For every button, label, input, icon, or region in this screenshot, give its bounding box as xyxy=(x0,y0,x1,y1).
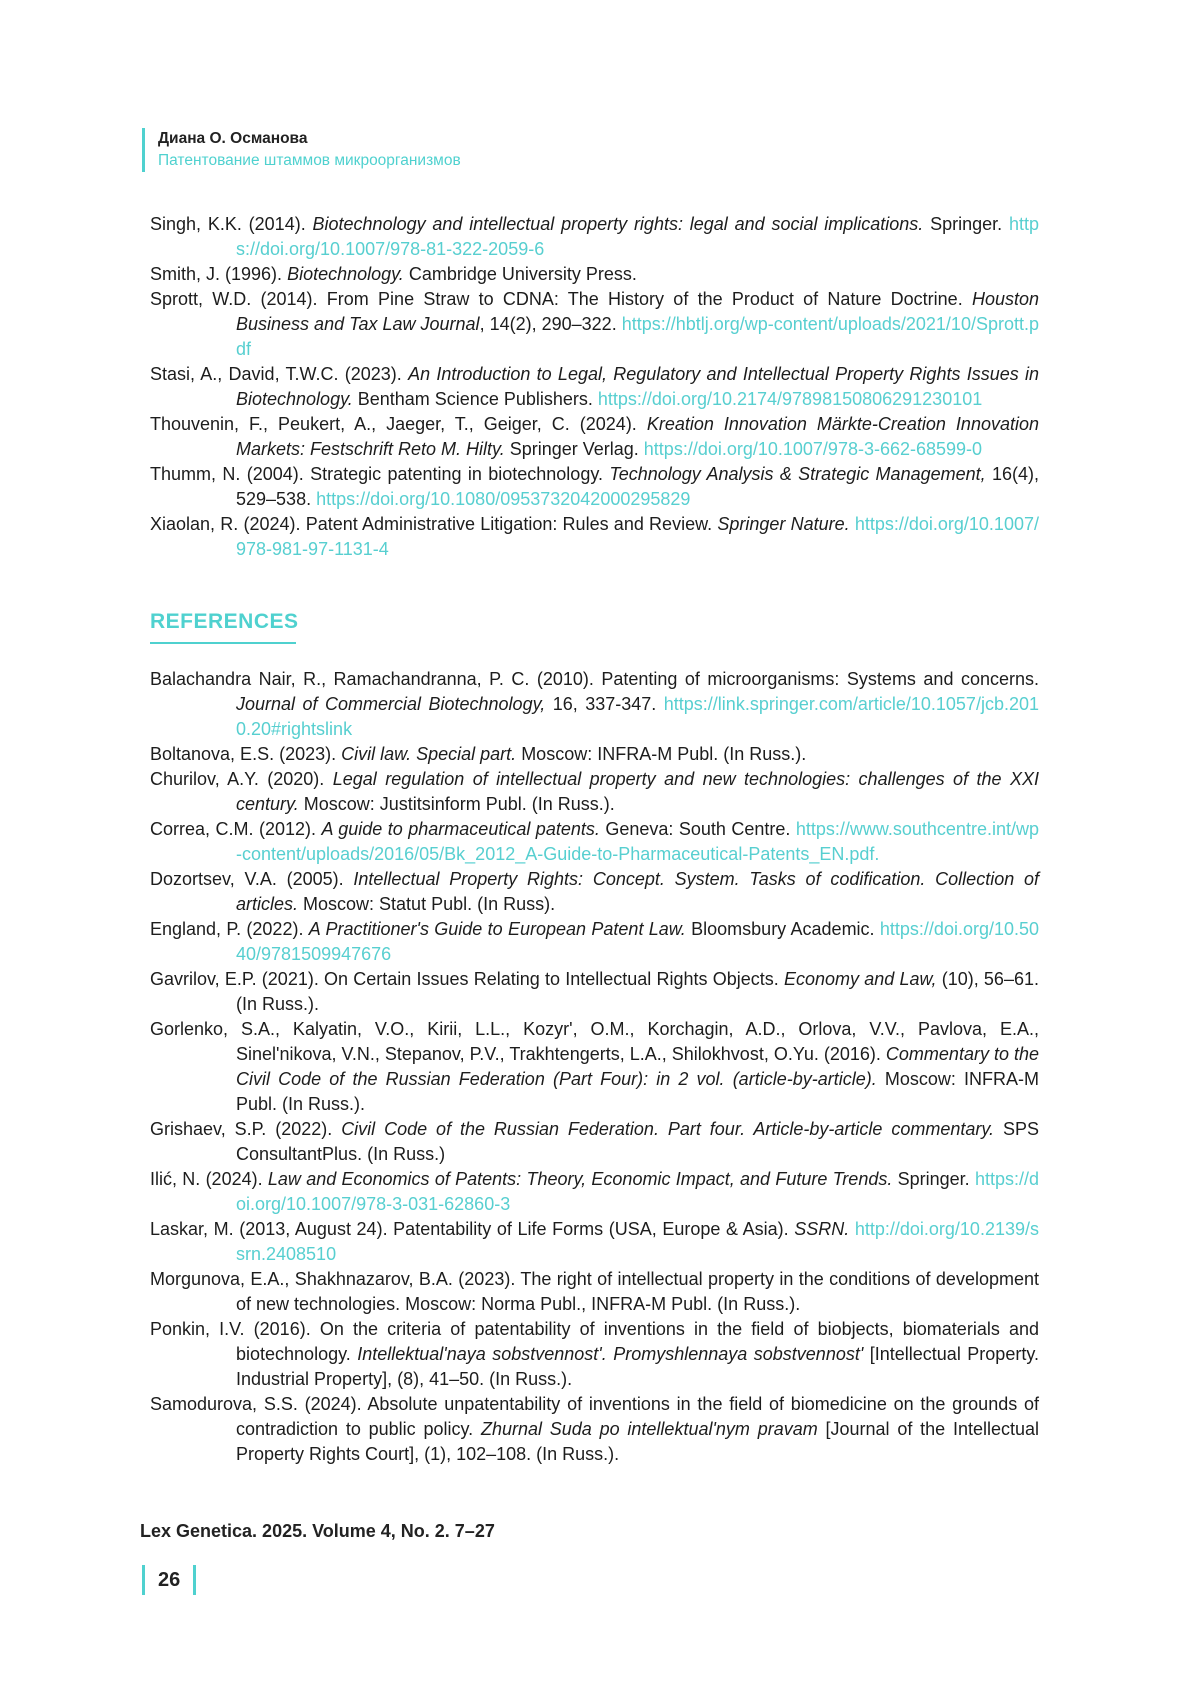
reference-text-tail: Cambridge University Press. xyxy=(403,264,637,284)
running-header xyxy=(142,128,461,172)
reference-entry xyxy=(150,867,1039,917)
reference-source-title: Kreation Innovation Märkte-Creation Innovation Markets: Festschrift Reto M. Hilty. xyxy=(236,414,1039,459)
reference-source-title: Economy and Law, xyxy=(783,969,937,989)
reference-link[interactable]: https://doi.org/10.1007/978-3-031-62860-3 xyxy=(236,1169,1040,1214)
header-article-title: Патентование штаммов микроорганизмов xyxy=(158,152,461,169)
reference-text-tail: 16, 337-347. xyxy=(545,694,664,714)
reference-source-title: An Introduction to Legal, Regulatory and Intellectual Property Rights Issues in Biotechnology. xyxy=(236,364,1040,409)
reference-link[interactable]: http://doi.org/10.2139/ssrn.2408510 xyxy=(236,1219,1039,1264)
reference-source-title: Springer Nature. xyxy=(717,514,850,534)
reference-text: Stasi, A., David, T.W.C. (2023). xyxy=(150,364,409,384)
reference-source-title: A Practitioner's Guide to European Patent Law. xyxy=(308,919,686,939)
reference-text: Samodurova, S.S. (2024). Absolute unpatentability of inventions in the field of biomedicine on the grounds of contradiction to public policy. xyxy=(150,1394,1039,1439)
reference-link[interactable]: https://link.springer.com/article/10.1057/jcb.2010.20#rightslink xyxy=(236,694,1039,739)
reference-text-tail: , 14(2), 290–322. xyxy=(479,314,622,334)
reference-entry xyxy=(150,917,1039,967)
reference-entry xyxy=(150,1117,1039,1167)
reference-text-tail: (10), 56–61. (In Russ.). xyxy=(236,969,1039,1014)
reference-entry xyxy=(150,967,1039,1017)
reference-source-title: Civil Code of the Russian Federation. Part four. Article-by-article commentary. xyxy=(341,1119,995,1139)
reference-entry xyxy=(150,287,1039,362)
references-list-continued xyxy=(150,212,1039,562)
reference-entry xyxy=(150,1217,1039,1267)
reference-text: Gorlenko, S.A., Kalyatin, V.O., Kirii, L.L., Kozyr', O.M., Korchagin, A.D., Orlova, V.V., Pavlova, E.A., Sinel'nikova, V.N., Stepanov, P.V., Trakhtengerts, L.A., Shilokhvost, O.Yu. (2016). xyxy=(150,1019,1039,1064)
reference-text: Correa, C.M. (2012). xyxy=(150,819,322,839)
reference-text-tail: Bloomsbury Academic. xyxy=(685,919,880,939)
reference-text-tail: Springer. xyxy=(923,214,1009,234)
reference-text: Boltanova, E.S. (2023). xyxy=(150,744,342,764)
reference-entry xyxy=(150,1317,1039,1392)
reference-source-title: Civil law. Special part. xyxy=(341,744,517,764)
references-list xyxy=(150,667,1039,1467)
reference-text-tail: Springer. xyxy=(892,1169,975,1189)
reference-text-tail: [Intellectual Property. Industrial Property], (8), 41–50. (In Russ.). xyxy=(236,1344,1039,1389)
reference-text-tail: [Journal of the Intellectual Property Rights Court], (1), 102–108. (In Russ.). xyxy=(236,1419,1039,1464)
reference-text: Singh, K.K. (2014). xyxy=(150,214,313,234)
reference-text: Morgunova, E.A., Shakhnazarov, B.A. (2023). The right of intellectual property in the conditions of development of new technologies. Moscow: Norma Publ., INFRA-M Publ. (In Russ.). xyxy=(150,1269,1039,1314)
reference-entry xyxy=(150,817,1039,867)
reference-link[interactable]: https://doi.org/10.2174/97898150806291230101 xyxy=(597,389,983,409)
reference-text-tail: Moscow: INFRA-M Publ. (In Russ.). xyxy=(516,744,807,764)
reference-entry xyxy=(150,362,1039,412)
reference-link[interactable]: https://doi.org/10.1007/978-981-97-1131-4 xyxy=(236,514,1039,559)
reference-text-tail: Springer Verlag. xyxy=(504,439,644,459)
reference-source-title: Journal of Commercial Biotechnology, xyxy=(236,694,546,714)
reference-entry xyxy=(150,212,1039,262)
reference-link[interactable]: https://doi.org/10.1080/0953732042000295829 xyxy=(316,489,691,509)
reference-entry xyxy=(150,262,1039,287)
reference-link[interactable]: https://doi.org/10.1007/978-81-322-2059-6 xyxy=(236,214,1040,259)
reference-text: Balachandra Nair, R., Ramachandranna, P. C. (2010). Patenting of microorganisms: Systems and concerns. xyxy=(150,669,1039,689)
reference-text: England, P. (2022). xyxy=(150,919,309,939)
reference-text-tail: Geneva: South Centre. xyxy=(599,819,796,839)
reference-source-title: Intellectual Property Rights: Concept. System. Tasks of codification. Collection of articles. xyxy=(236,869,1039,914)
reference-text: Ponkin, I.V. (2016). On the criteria of patentability of inventions in the field of biobjects, biomaterials and biotechnology. xyxy=(150,1319,1039,1364)
reference-entry xyxy=(150,462,1039,512)
reference-entry xyxy=(150,412,1039,462)
reference-entry xyxy=(150,1267,1039,1317)
reference-link[interactable]: https://doi.org/10.5040/9781509947676 xyxy=(236,919,1040,964)
reference-text: Dozortsev, V.A. (2005). xyxy=(150,869,354,889)
reference-text: Smith, J. (1996). xyxy=(150,264,288,284)
reference-entry xyxy=(150,1392,1039,1467)
reference-source-title: SSRN. xyxy=(794,1219,850,1239)
reference-source-title: Technology Analysis & Strategic Management, xyxy=(609,464,986,484)
reference-text: Ilić, N. (2024). xyxy=(150,1169,268,1189)
reference-link[interactable]: https://doi.org/10.1007/978-3-662-68599-0 xyxy=(643,439,983,459)
reference-entry xyxy=(150,512,1039,562)
reference-text: Thouvenin, F., Peukert, A., Jaeger, T., Geiger, C. (2024). xyxy=(150,414,647,434)
reference-link[interactable]: https://www.southcentre.int/wp-content/uploads/2016/05/Bk_2012_A-Guide-to-Pharmaceutical-Patents_EN.pdf. xyxy=(236,819,1039,864)
reference-entry xyxy=(150,742,1039,767)
reference-text: Gavrilov, E.P. (2021). On Certain Issues Relating to Intellectual Rights Objects. xyxy=(150,969,784,989)
reference-source-title: A guide to pharmaceutical patents. xyxy=(321,819,600,839)
reference-text-tail: Moscow: INFRA-M Publ. (In Russ.). xyxy=(236,1069,1039,1114)
reference-source-title: Commentary to the Civil Code of the Russian Federation (Part Four): in 2 vol. (article-by-article). xyxy=(236,1044,1040,1089)
reference-entry xyxy=(150,767,1039,817)
reference-text: Churilov, A.Y. (2020). xyxy=(150,769,333,789)
references-heading-underline xyxy=(150,642,296,644)
reference-text-tail: Bentham Science Publishers. xyxy=(352,389,598,409)
reference-source-title: Biotechnology. xyxy=(287,264,404,284)
reference-text-tail: SPS ConsultantPlus. (In Russ.) xyxy=(236,1119,1039,1164)
reference-text: Grishaev, S.P. (2022). xyxy=(150,1119,342,1139)
reference-source-title: Law and Economics of Patents: Theory, Economic Impact, and Future Trends. xyxy=(267,1169,893,1189)
header-author: Диана О. Османова xyxy=(158,130,308,147)
reference-entry xyxy=(150,1167,1039,1217)
reference-text-tail: Moscow: Justitsinform Publ. (In Russ.). xyxy=(298,794,615,814)
reference-source-title: Biotechnology and intellectual property rights: legal and social implications. xyxy=(312,214,924,234)
reference-entry xyxy=(150,1017,1039,1117)
reference-link[interactable]: https://hbtlj.org/wp-content/uploads/2021/10/Sprott.pdf xyxy=(236,314,1039,359)
reference-text: Xiaolan, R. (2024). Patent Administrative Litigation: Rules and Review. xyxy=(150,514,718,534)
reference-source-title: Houston Business and Tax Law Journal xyxy=(236,289,1039,334)
reference-text: Sprott, W.D. (2014). From Pine Straw to CDNA: The History of the Product of Nature Doctrine. xyxy=(150,289,972,309)
references-heading: REFERENCES xyxy=(150,610,299,633)
reference-entry xyxy=(150,667,1039,742)
reference-text: Laskar, M. (2013, August 24). Patentability of Life Forms (USA, Europe & Asia). xyxy=(150,1219,795,1239)
reference-text-tail: Moscow: Statut Publ. (In Russ). xyxy=(298,894,556,914)
reference-source-title: Zhurnal Suda po intellektual'nym pravam xyxy=(480,1419,818,1439)
footer-journal-citation: Lex Genetica. 2025. Volume 4, No. 2. 7–27 xyxy=(140,1521,495,1541)
reference-text: Thumm, N. (2004). Strategic patenting in biotechnology. xyxy=(150,464,610,484)
page-number: 26 xyxy=(142,1565,196,1595)
reference-text-tail: 16(4), 529–538. xyxy=(236,464,1040,509)
reference-source-title: Legal regulation of intellectual property and new technologies: challenges of the XXI century. xyxy=(236,769,1039,814)
reference-source-title: Intellektual'naya sobstvennost'. Promyshlennaya sobstvennost' xyxy=(357,1344,864,1364)
